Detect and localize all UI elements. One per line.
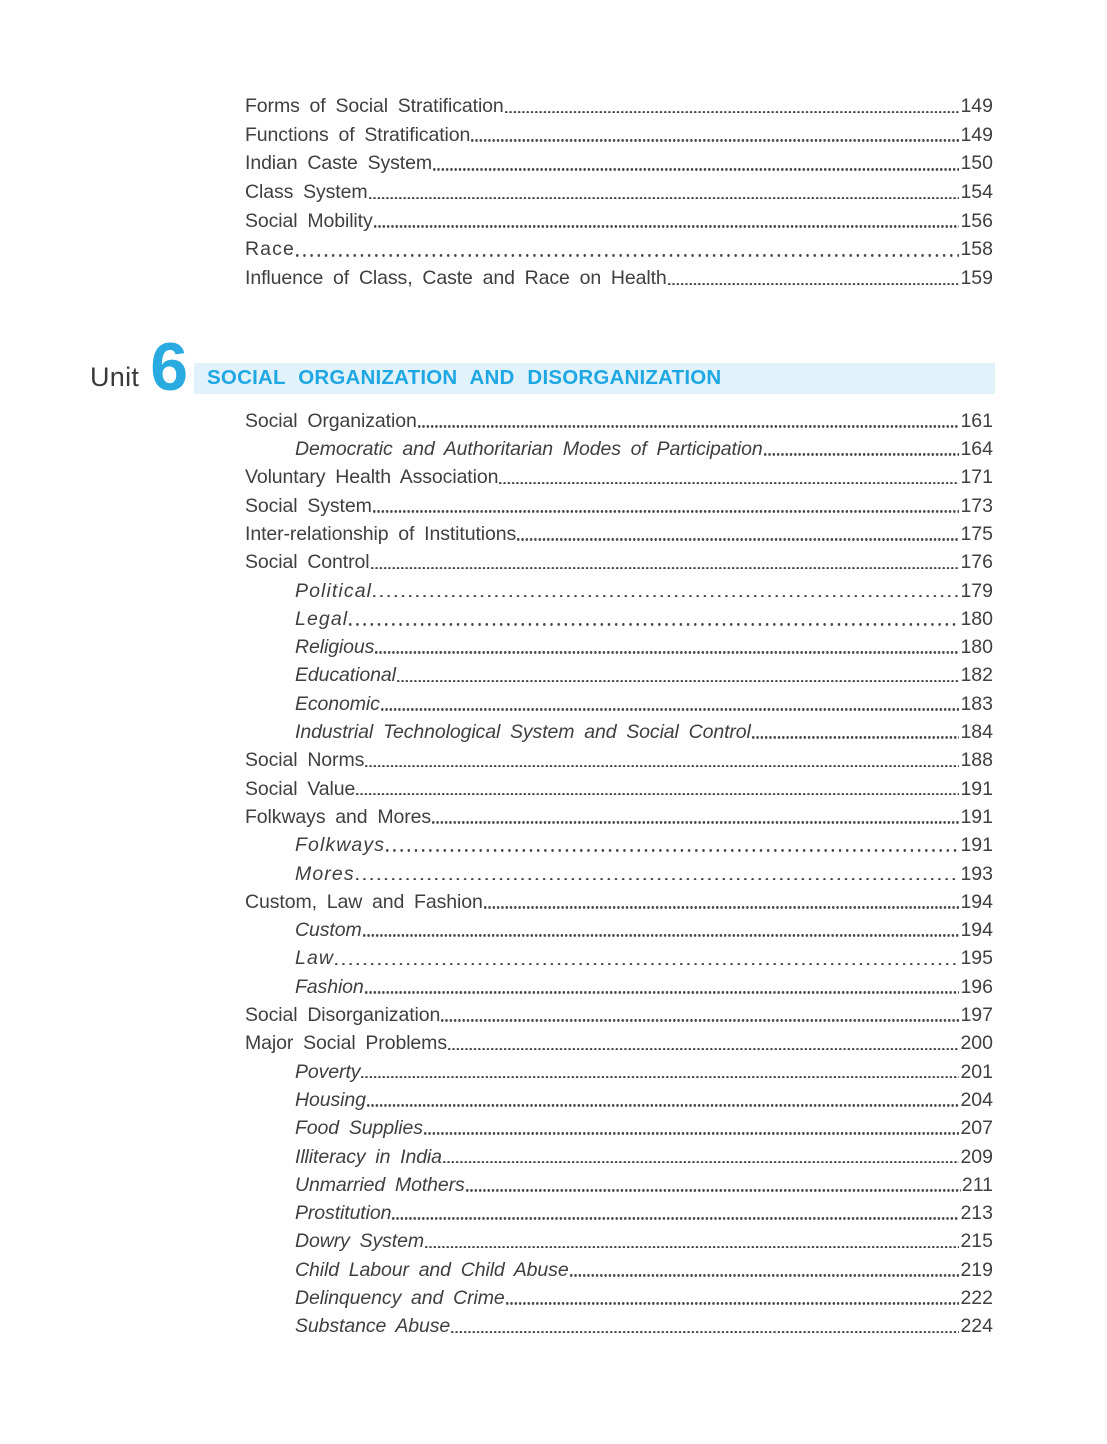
page-number: 207 (960, 1117, 993, 1140)
page-number: 188 (960, 749, 993, 772)
dot-leader (451, 1331, 959, 1334)
dot-leader (517, 538, 959, 541)
toc-entry (245, 1284, 993, 1312)
dot-leader (441, 1019, 959, 1022)
dot-leader (506, 1302, 960, 1305)
dot-leader (752, 736, 960, 739)
page-number: 211 (961, 1173, 993, 1196)
toc-entry-label: Delinquency and Crime (295, 1287, 505, 1310)
toc-entry (245, 1114, 993, 1142)
toc-entry-label: Folkways (295, 834, 386, 857)
dot-leader (365, 765, 959, 768)
page-number: 154 (960, 181, 993, 204)
toc-entry-label: Forms of Social Stratification (245, 95, 504, 117)
dot-leader (397, 680, 960, 683)
toc-entry-label: Social System (245, 494, 372, 517)
toc-entry-label: Influence of Class, Caste and Race on Health (245, 267, 667, 290)
toc-entry (245, 718, 993, 746)
toc-entry-label: Custom (295, 919, 362, 942)
page-number: 171 (960, 466, 993, 489)
page-number: 179 (960, 579, 993, 602)
toc-entry (245, 435, 993, 463)
page-number: 161 (960, 409, 993, 432)
toc-entry-label: Indian Caste System (245, 152, 433, 175)
dot-leader (356, 793, 959, 796)
toc-entry-label: Industrial Technological System and Social Control (295, 721, 751, 744)
dot-leader (335, 963, 959, 966)
toc-entry-label: Economic (295, 692, 380, 715)
toc-entry (245, 1143, 993, 1171)
toc-entry-label: Religious (295, 636, 375, 659)
page-number: 149 (960, 95, 993, 117)
dot-leader (668, 283, 960, 286)
toc-entry-label: Child Labour and Child Abuse (295, 1258, 569, 1281)
page-number: 191 (960, 777, 993, 800)
dot-leader (764, 453, 960, 456)
dot-leader (381, 708, 960, 711)
toc-entry-label: Functions of Stratification (245, 123, 471, 146)
toc-entry (245, 548, 993, 576)
toc-entry (245, 831, 993, 859)
toc-entry-label: Substance Abuse (295, 1315, 451, 1338)
toc-entry (245, 235, 993, 264)
toc-entry-label: Race (245, 238, 295, 261)
dot-leader (363, 934, 960, 937)
page-number: 193 (960, 862, 993, 885)
toc-entry-label: Social Mobility (245, 209, 373, 232)
page-number: 215 (960, 1230, 993, 1253)
toc-entry (245, 690, 993, 718)
dot-leader (443, 1161, 960, 1164)
dot-leader (448, 1048, 959, 1051)
page-number: 194 (960, 919, 993, 942)
toc-entry-label: Political (295, 579, 373, 602)
page-number: 156 (960, 209, 993, 232)
toc-entry (245, 407, 993, 435)
unit-title-band (194, 363, 995, 394)
toc-entry (245, 661, 993, 689)
page-number: 180 (960, 636, 993, 659)
page-number: 196 (960, 975, 993, 998)
toc-entry (245, 944, 993, 972)
page-number: 159 (960, 267, 993, 290)
toc-entry (245, 520, 993, 548)
toc-entry-label: Social Organization (245, 409, 417, 432)
page-number: 173 (960, 494, 993, 517)
toc-entry (245, 463, 993, 491)
toc-entry-label: Mores (295, 862, 355, 885)
dot-leader (375, 651, 959, 654)
page-number: 182 (960, 664, 993, 687)
toc-entry (245, 1171, 993, 1199)
toc-entry (245, 1227, 993, 1255)
toc-entry (245, 803, 993, 831)
toc-entry-label: Custom, Law and Fashion (245, 890, 483, 913)
dot-leader (418, 425, 960, 428)
page-number: 222 (960, 1287, 993, 1310)
unit-word: Unit (90, 361, 140, 392)
toc-entry (245, 973, 993, 1001)
page-number: 183 (960, 692, 993, 715)
toc-entry-label: Prostitution (295, 1202, 392, 1225)
toc-entry-label: Poverty (295, 1060, 361, 1083)
toc-entry (245, 149, 993, 178)
toc-entry (245, 860, 993, 888)
toc-entry (245, 775, 993, 803)
dot-leader (505, 111, 960, 114)
dot-leader (296, 254, 960, 257)
page-number: 184 (960, 721, 993, 744)
toc-entry (245, 178, 993, 207)
toc-entry-label: Social Disorganization (245, 1004, 441, 1027)
page-number: 158 (960, 238, 993, 261)
page-number: 197 (960, 1004, 993, 1027)
page-number: 191 (960, 805, 993, 828)
toc-entry (245, 1001, 993, 1029)
toc-entry (245, 605, 993, 633)
toc-entry-label: Inter-relationship of Institutions (245, 523, 517, 545)
page-number: 209 (960, 1145, 993, 1168)
dot-leader (369, 197, 960, 200)
toc-entry-label: Unmarried Mothers (295, 1173, 465, 1196)
dot-leader (374, 225, 960, 228)
dot-leader (373, 595, 959, 598)
page-number: 213 (960, 1202, 993, 1225)
unit-number: 6 (150, 328, 188, 405)
toc-entry (245, 916, 993, 944)
dot-leader (365, 991, 960, 994)
page-number: 195 (960, 947, 993, 970)
toc-entry (245, 207, 993, 236)
toc-entry-label: Social Control (245, 551, 370, 574)
unit-header (90, 328, 995, 405)
dot-leader (432, 821, 959, 824)
dot-leader (424, 1132, 960, 1135)
page-number: 164 (960, 438, 993, 461)
dot-leader (425, 1246, 959, 1249)
dot-leader (433, 168, 959, 171)
unit-title: SOCIAL ORGANIZATION AND DISORGANIZATION (207, 366, 722, 390)
toc-entry (245, 577, 993, 605)
toc-entry-label: Law (295, 947, 335, 970)
page-number: 204 (960, 1088, 993, 1111)
toc-entry (245, 1058, 993, 1086)
toc-entry (245, 633, 993, 661)
dot-leader (392, 1217, 959, 1220)
dot-leader (371, 567, 960, 570)
page-number: 191 (960, 834, 993, 857)
page-number: 149 (960, 123, 993, 146)
page-number: 180 (960, 607, 993, 630)
toc-entry-label: Democratic and Authoritarian Modes of Participation (295, 438, 763, 461)
toc-entry (245, 1256, 993, 1284)
page-number: 201 (960, 1060, 993, 1083)
toc-entry-label: Major Social Problems (245, 1032, 447, 1055)
toc-entry-label: Illiteracy in India (295, 1145, 442, 1168)
toc-entry (245, 1086, 993, 1114)
dot-leader (349, 623, 959, 626)
dot-leader (570, 1274, 960, 1277)
toc-entry-label: Class System (245, 181, 368, 204)
toc-entry-label: Dowry System (295, 1230, 424, 1253)
toc-entry (245, 264, 993, 293)
toc-top-list (245, 0, 993, 293)
toc-entry-label: Social Value (245, 777, 356, 800)
dot-leader (386, 849, 959, 852)
page-number: 219 (960, 1258, 993, 1281)
toc-main-list (245, 407, 993, 1341)
toc-entry-label: Voluntary Health Association (245, 466, 499, 489)
toc-entry (245, 1029, 993, 1057)
toc-entry-label: Social Norms (245, 749, 365, 772)
dot-leader (373, 510, 960, 513)
page-number: 150 (960, 152, 993, 175)
page-number: 224 (960, 1315, 993, 1338)
toc-entry (245, 1312, 993, 1340)
dot-leader (466, 1189, 961, 1192)
dot-leader (499, 482, 959, 485)
toc-entry-label: Food Supplies (295, 1117, 423, 1140)
toc-entry (245, 92, 993, 121)
dot-leader (367, 1104, 960, 1107)
dot-leader (361, 1076, 959, 1079)
page-number: 200 (960, 1032, 993, 1055)
dot-leader (471, 139, 959, 142)
toc-entry (245, 746, 993, 774)
toc-entry-label: Housing (295, 1088, 366, 1111)
dot-leader (484, 906, 960, 909)
toc-entry (245, 888, 993, 916)
page-number: 175 (960, 523, 993, 545)
toc-entry-label: Educational (295, 664, 396, 687)
toc-entry-label: Fashion (295, 975, 364, 998)
toc-entry (245, 121, 993, 150)
toc-entry (245, 1199, 993, 1227)
page-number: 194 (960, 890, 993, 913)
toc-entry-label: Legal (295, 607, 349, 630)
toc-entry (245, 492, 993, 520)
dot-leader (356, 878, 960, 881)
toc-entry-label: Folkways and Mores (245, 805, 432, 828)
page-number: 176 (960, 551, 993, 574)
